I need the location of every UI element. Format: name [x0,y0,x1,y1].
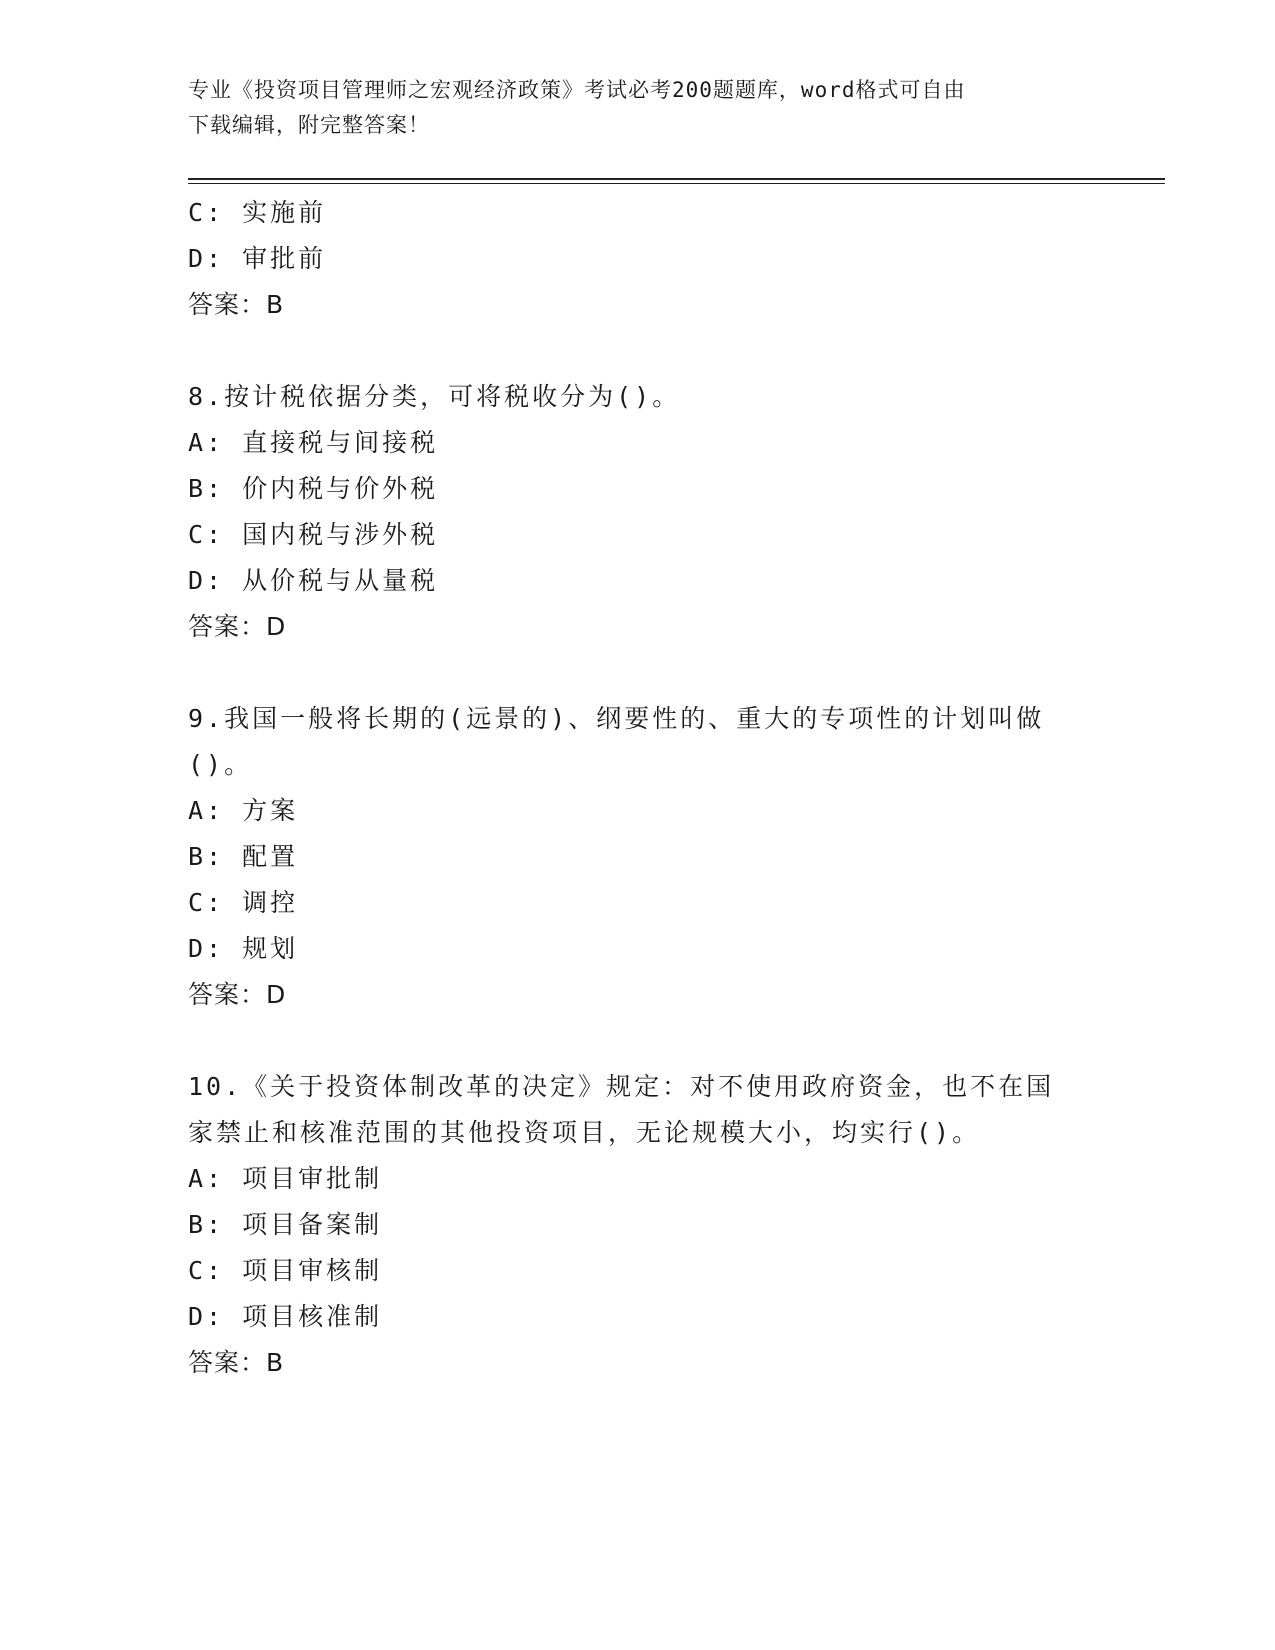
header-line-2: 下载编辑，附完整答案！ [188,113,430,137]
option-d: D: 规划 [188,934,299,963]
option-c: C: 实施前 [188,198,327,227]
header-divider-thick [188,178,1165,180]
previous-question-tail [188,190,1088,328]
option-b: B: 价内税与价外税 [188,474,439,503]
document-header [188,73,1088,143]
option-b: B: 配置 [188,842,299,871]
question-title-line-1: 10.《关于投资体制改革的决定》规定：对不使用政府资金，也不在国 [188,1072,1055,1101]
question-title-line-1: 9.我国一般将长期的(远景的)、纲要性的、重大的专项性的计划叫做 [188,704,1045,733]
header-line-1: 专业《投资项目管理师之宏观经济政策》考试必考200题题库，word格式可自由 [188,78,966,102]
option-c: C: 调控 [188,888,299,917]
spacer [188,650,1088,696]
answer-line: 答案：D [188,980,287,1009]
option-c: C: 项目审核制 [188,1256,383,1285]
question-9 [188,696,1088,1018]
option-a: A: 方案 [188,796,299,825]
option-d: D: 从价税与从量税 [188,566,439,595]
spacer [188,328,1088,374]
document-body [188,190,1088,1386]
question-title-line-2: 家禁止和核准范围的其他投资项目，无论规模大小，均实行()。 [188,1118,981,1147]
option-d: D: 审批前 [188,244,327,273]
option-c: C: 国内税与涉外税 [188,520,439,549]
answer-line: 答案：D [188,612,287,641]
answer-line: 答案：B [188,290,285,319]
question-10 [188,1064,1088,1386]
option-a: A: 直接税与间接税 [188,428,439,457]
option-a: A: 项目审批制 [188,1164,383,1193]
spacer [188,1018,1088,1064]
header-divider-thin [188,183,1165,184]
option-d: D: 项目核准制 [188,1302,383,1331]
answer-line: 答案：B [188,1348,285,1377]
option-b: B: 项目备案制 [188,1210,383,1239]
question-title: 8.按计税依据分类，可将税收分为()。 [188,382,681,411]
question-8 [188,374,1088,650]
question-title-line-2: ()。 [188,750,253,779]
